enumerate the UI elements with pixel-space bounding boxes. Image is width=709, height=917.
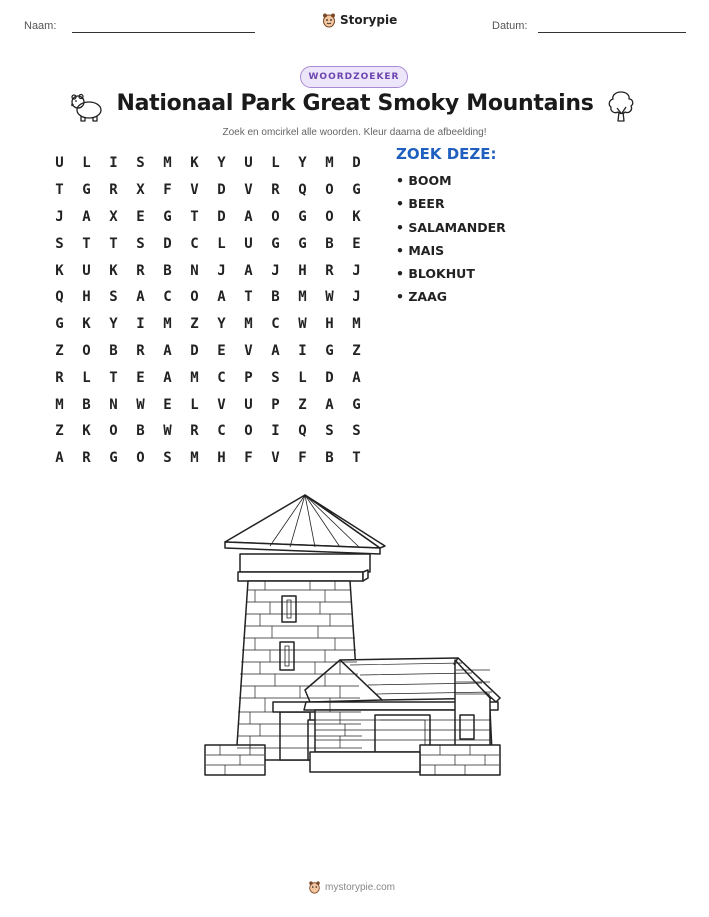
- grid-cell[interactable]: H: [217, 450, 226, 467]
- grid-cell[interactable]: R: [136, 262, 145, 279]
- grid-cell[interactable]: O: [325, 182, 334, 199]
- grid-cell[interactable]: L: [298, 369, 307, 386]
- grid-cell[interactable]: A: [136, 289, 145, 306]
- grid-cell[interactable]: G: [109, 450, 118, 467]
- grid-cell[interactable]: P: [244, 369, 253, 386]
- grid-cell[interactable]: R: [190, 423, 199, 440]
- grid-cell[interactable]: A: [244, 262, 253, 279]
- grid-cell[interactable]: J: [352, 262, 361, 279]
- grid-cell[interactable]: X: [109, 208, 118, 225]
- grid-cell[interactable]: G: [298, 235, 307, 252]
- grid-cell[interactable]: Z: [55, 342, 64, 359]
- grid-cell[interactable]: E: [217, 342, 226, 359]
- grid-cell[interactable]: I: [109, 155, 118, 172]
- grid-cell[interactable]: I: [136, 316, 145, 333]
- grid-cell[interactable]: C: [217, 423, 226, 440]
- grid-cell[interactable]: T: [82, 235, 91, 252]
- grid-cell[interactable]: K: [55, 262, 64, 279]
- grid-cell[interactable]: A: [163, 342, 172, 359]
- grid-cell[interactable]: O: [82, 342, 91, 359]
- grid-cell[interactable]: A: [244, 208, 253, 225]
- grid-cell[interactable]: V: [244, 342, 253, 359]
- grid-cell[interactable]: A: [55, 450, 64, 467]
- grid-cell[interactable]: P: [271, 396, 280, 413]
- grid-cell[interactable]: E: [352, 235, 361, 252]
- grid-cell[interactable]: W: [163, 423, 172, 440]
- grid-cell[interactable]: E: [136, 208, 145, 225]
- grid-cell[interactable]: S: [352, 423, 361, 440]
- word-list-item: • BOOM: [396, 173, 452, 188]
- grid-cell[interactable]: T: [352, 450, 361, 467]
- grid-cell[interactable]: A: [82, 208, 91, 225]
- word-list: [396, 172, 506, 312]
- word-list-item: • BLOKHUT: [396, 266, 475, 282]
- grid-cell[interactable]: F: [298, 450, 307, 467]
- grid-cell[interactable]: O: [271, 208, 280, 225]
- grid-cell[interactable]: Y: [298, 155, 307, 172]
- grid-cell[interactable]: A: [163, 369, 172, 386]
- grid-cell[interactable]: S: [271, 369, 280, 386]
- instructions: Zoek en omcirkel alle woorden. Kleur daarna de afbeelding!: [222, 127, 487, 138]
- grid-cell[interactable]: U: [244, 235, 253, 252]
- grid-cell[interactable]: G: [271, 235, 280, 252]
- tree-icon: [605, 89, 637, 123]
- grid-cell[interactable]: M: [298, 289, 307, 306]
- grid-cell[interactable]: R: [109, 182, 118, 199]
- grid-cell[interactable]: G: [298, 208, 307, 225]
- grid-cell[interactable]: B: [163, 262, 172, 279]
- grid-cell[interactable]: M: [163, 155, 172, 172]
- grid-cell[interactable]: S: [55, 235, 64, 252]
- grid-cell[interactable]: C: [217, 369, 226, 386]
- grid-cell[interactable]: G: [352, 396, 361, 413]
- grid-cell[interactable]: Q: [55, 289, 64, 306]
- word-list-item: • SALAMANDER: [396, 219, 506, 235]
- grid-cell[interactable]: D: [190, 342, 199, 359]
- grid-cell[interactable]: K: [109, 262, 118, 279]
- grid-cell[interactable]: R: [325, 262, 334, 279]
- grid-cell[interactable]: U: [55, 155, 64, 172]
- worksheet-type-badge: WOORDZOEKER: [300, 66, 408, 88]
- grid-cell[interactable]: M: [325, 155, 334, 172]
- grid-cell[interactable]: S: [325, 423, 334, 440]
- grid-cell[interactable]: M: [55, 396, 64, 413]
- grid-cell[interactable]: R: [82, 450, 91, 467]
- word-list-item: • MAIS: [396, 242, 445, 258]
- grid-cell[interactable]: S: [163, 450, 172, 467]
- grid-cell[interactable]: Z: [352, 342, 361, 359]
- grid-cell[interactable]: M: [163, 316, 172, 333]
- grid-cell[interactable]: F: [163, 182, 172, 199]
- brand: [322, 12, 397, 28]
- grid-cell[interactable]: G: [352, 182, 361, 199]
- grid-cell[interactable]: R: [136, 342, 145, 359]
- grid-cell[interactable]: B: [136, 423, 145, 440]
- grid-cell[interactable]: H: [325, 316, 334, 333]
- grid-cell[interactable]: T: [55, 182, 64, 199]
- grid-cell[interactable]: B: [82, 396, 91, 413]
- word-list-item: • ZAAG: [396, 289, 448, 305]
- grid-cell[interactable]: J: [55, 208, 64, 225]
- grid-cell[interactable]: K: [82, 316, 91, 333]
- grid-cell[interactable]: I: [271, 423, 280, 440]
- grid-cell[interactable]: M: [190, 369, 199, 386]
- grid-cell[interactable]: D: [217, 208, 226, 225]
- brand-name: Storypie: [340, 13, 398, 27]
- grid-cell[interactable]: G: [325, 342, 334, 359]
- grid-cell[interactable]: Q: [298, 182, 307, 199]
- grid-cell[interactable]: B: [325, 235, 334, 252]
- grid-cell[interactable]: O: [109, 423, 118, 440]
- grid-cell[interactable]: S: [136, 155, 145, 172]
- footer: [308, 880, 395, 894]
- footer-url: mystorypie.com: [325, 881, 396, 893]
- grid-cell[interactable]: X: [136, 182, 145, 199]
- grid-cell[interactable]: T: [109, 369, 118, 386]
- grid-cell[interactable]: N: [109, 396, 118, 413]
- grid-cell[interactable]: U: [244, 396, 253, 413]
- grid-cell[interactable]: C: [271, 316, 280, 333]
- grid-cell[interactable]: L: [190, 396, 199, 413]
- grid-cell[interactable]: H: [298, 262, 307, 279]
- grid-cell[interactable]: Q: [298, 423, 307, 440]
- storypie-logo-icon: [308, 880, 321, 894]
- grid-cell[interactable]: W: [298, 316, 307, 333]
- grid-cell[interactable]: E: [136, 369, 145, 386]
- word-list-heading: ZOEK DEZE:: [396, 145, 497, 163]
- name-label: Naam:: [24, 20, 57, 32]
- grid-cell[interactable]: B: [325, 450, 334, 467]
- grid-cell[interactable]: G: [163, 208, 172, 225]
- name-line: [72, 32, 255, 33]
- grid-cell[interactable]: Z: [55, 423, 64, 440]
- grid-cell[interactable]: K: [190, 155, 199, 172]
- grid-cell[interactable]: M: [190, 450, 199, 467]
- grid-cell[interactable]: L: [217, 235, 226, 252]
- bear-icon: [69, 89, 105, 123]
- grid-cell[interactable]: T: [109, 235, 118, 252]
- word-search-grid[interactable]: [46, 150, 370, 472]
- grid-cell[interactable]: J: [352, 289, 361, 306]
- grid-cell[interactable]: Y: [109, 316, 118, 333]
- grid-cell[interactable]: K: [352, 208, 361, 225]
- grid-cell[interactable]: Z: [190, 316, 199, 333]
- grid-cell[interactable]: K: [82, 423, 91, 440]
- grid-cell[interactable]: G: [55, 316, 64, 333]
- grid-cell[interactable]: V: [217, 396, 226, 413]
- grid-cell[interactable]: A: [325, 396, 334, 413]
- grid-cell[interactable]: Z: [298, 396, 307, 413]
- grid-cell[interactable]: A: [352, 369, 361, 386]
- grid-cell[interactable]: S: [109, 289, 118, 306]
- date-line: [538, 32, 686, 33]
- grid-cell[interactable]: D: [325, 369, 334, 386]
- grid-cell[interactable]: B: [109, 342, 118, 359]
- grid-cell[interactable]: L: [271, 155, 280, 172]
- grid-cell[interactable]: R: [271, 182, 280, 199]
- grid-cell[interactable]: J: [217, 262, 226, 279]
- grid-cell[interactable]: M: [244, 316, 253, 333]
- date-label: Datum:: [492, 20, 528, 32]
- grid-cell[interactable]: A: [217, 289, 226, 306]
- grid-cell[interactable]: U: [244, 155, 253, 172]
- grid-cell[interactable]: O: [136, 450, 145, 467]
- grid-cell[interactable]: R: [55, 369, 64, 386]
- grid-cell[interactable]: G: [82, 182, 91, 199]
- grid-cell[interactable]: S: [136, 235, 145, 252]
- grid-cell[interactable]: T: [190, 208, 199, 225]
- grid-cell[interactable]: F: [244, 450, 253, 467]
- grid-cell[interactable]: M: [352, 316, 361, 333]
- grid-cell[interactable]: D: [217, 182, 226, 199]
- grid-cell[interactable]: J: [271, 262, 280, 279]
- grid-cell[interactable]: C: [190, 235, 199, 252]
- grid-cell[interactable]: O: [190, 289, 199, 306]
- grid-cell[interactable]: V: [271, 450, 280, 467]
- grid-cell[interactable]: Y: [217, 155, 226, 172]
- grid-cell[interactable]: U: [82, 262, 91, 279]
- grid-cell[interactable]: A: [271, 342, 280, 359]
- grid-cell[interactable]: D: [352, 155, 361, 172]
- grid-cell[interactable]: B: [271, 289, 280, 306]
- grid-cell[interactable]: T: [244, 289, 253, 306]
- grid-cell[interactable]: C: [163, 289, 172, 306]
- grid-cell[interactable]: W: [325, 289, 334, 306]
- grid-cell[interactable]: O: [244, 423, 253, 440]
- page-title: Nationaal Park Great Smoky Mountains: [116, 91, 594, 116]
- grid-cell[interactable]: N: [190, 262, 199, 279]
- storypie-logo-icon: [322, 12, 336, 28]
- lookout-tower-cabin-illustration: [200, 490, 510, 790]
- grid-cell[interactable]: Y: [217, 316, 226, 333]
- grid-cell[interactable]: W: [136, 396, 145, 413]
- grid-cell[interactable]: D: [163, 235, 172, 252]
- word-list-item: • BEER: [396, 196, 445, 212]
- grid-cell[interactable]: H: [82, 289, 91, 306]
- grid-cell[interactable]: L: [82, 369, 91, 386]
- grid-cell[interactable]: E: [163, 396, 172, 413]
- grid-cell[interactable]: O: [325, 208, 334, 225]
- grid-cell[interactable]: V: [244, 182, 253, 199]
- grid-cell[interactable]: L: [82, 155, 91, 172]
- grid-cell[interactable]: V: [190, 182, 199, 199]
- grid-cell[interactable]: I: [298, 342, 307, 359]
